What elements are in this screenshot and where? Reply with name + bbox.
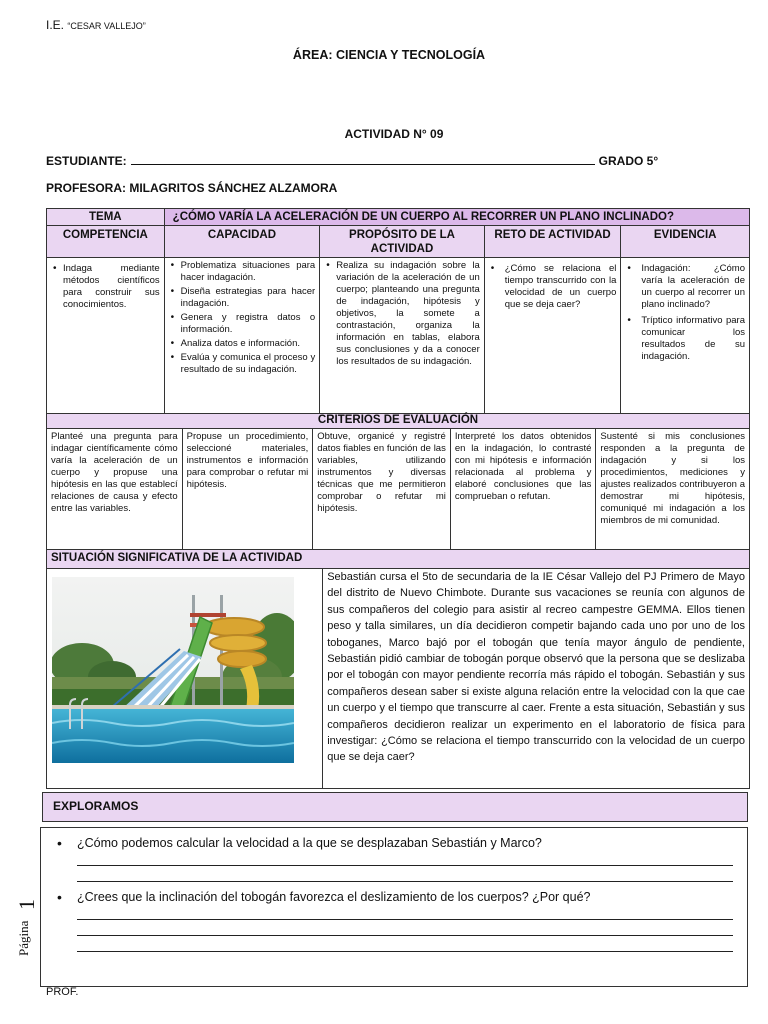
criterio-cell: Planteé una pregunta para indagar científicamente cómo varía la aceleración de un cuerpo y propuse una hipótesis en las que establecí relaciones de causa y efecto entre las variables. [47,429,183,549]
page-number: 1 [14,899,39,910]
capacidad-item: • Analiza datos e información. [169,338,316,350]
columns-header-row [47,226,749,258]
tema-label: TEMA [47,209,165,225]
tema-row [47,209,749,226]
answer-line[interactable] [77,866,733,882]
answer-line[interactable] [77,920,733,936]
criterio-cell: Obtuve, organicé y registré datos fiables en función de las variables, utilizando instrumentos y diversas técnicas que me permitieron comprobar o refutar mi hipótesis. [313,429,451,549]
answer-line[interactable] [77,936,733,952]
answer-line[interactable] [77,904,733,920]
area-title: ÁREA: CIENCIA Y TECNOLOGÍA [292,48,486,62]
activity-title: ACTIVIDAD N° 09 [344,127,444,141]
capacidad-item: • Problematiza situaciones para hacer indagación. [169,260,316,284]
col-evidencia: EVIDENCIA [653,229,717,241]
col-reto: RETO DE ACTIVIDAD [485,226,622,257]
page-number-label [6,900,46,960]
grade-label: GRADO 5° [598,154,659,168]
situacion-text: Sebastián cursa el 5to de secundaria de la IE César Vallejo del PJ Primero de Mayo del distrito de Nuevo Chimbote. Durante sus vacaciones se reunía con algunos de sus compañeros del colegio para asistir al recreo campestre GEMMA. Ellos tienen peso y talla similares, un día decidieron competir bajando cada uno por uno de los toboganes, Marco bajó por el tobogán que tenía mayor ángulo de pendiente, Sebastián pidió cambiar de tobogán porque observó que la persona que se deslizaba por el tobogán con mayor pendiente recorría más rápido el tobogán. Sebastián y sus compañeros desean saber si existe alguna relación entre la velocidad con la que cae un cuerpo y el tiempo que transcurre al caer. Frente a esta situación, Sebastián y sus compañeros decidieron realizar un experimento en el laboratorio de física para investigar: ¿Cómo se relaciona el tiempo transcurrido con la velocidad de un cuerpo que se deja caer? [327,571,745,764]
questions-box [40,827,748,987]
question-item: • ¿Cómo podemos calcular la velocidad a la que se desplazaban Sebastián y Marco? [55,836,733,850]
capacidad-item: • Genera y registra datos o información. [169,312,316,336]
proposito-cell [320,258,485,413]
teacher-name: PROFESORA: MILAGRITOS SÁNCHEZ ALZAMORA [46,181,338,195]
situacion-title: SITUACIÓN SIGNIFICATIVA DE LA ACTIVIDAD [51,552,303,564]
criterio-cell: Propuse un procedimiento, seleccioné materiales, instrumentos e información para comprobar o refutar mi hipótesis. [183,429,314,549]
answer-line[interactable] [77,850,733,866]
tema-value: ¿CÓMO VARÍA LA ACELERACIÓN DE UN CUERPO AL RECORRER UN PLANO INCLINADO? [165,209,749,225]
situacion-title-row [47,550,749,569]
capacidad-cell [165,258,321,413]
situacion-row [47,569,749,788]
school-name: I.E. “CESAR VALLEJO” [46,18,146,32]
content-row [47,258,749,414]
col-capacidad: CAPACIDAD [165,226,321,257]
col-proposito: PROPÓSITO DE LA ACTIVIDAD [320,226,485,257]
evidencia-item: • Tríptico informativo para comunicar los resultados de su indagación. [625,315,745,363]
capacidad-item: • Evalúa y comunica el proceso y resultado de su indagación. [169,352,316,376]
criterios-title-row [47,414,749,429]
criterios-row [47,429,749,550]
waterslide-photo [52,577,294,763]
evidencia-cell [621,258,749,413]
competencia-item: • Indaga mediante métodos científicos para construir sus conocimientos. [51,263,160,311]
reto-cell [485,258,622,413]
activity-table [46,208,750,789]
criterio-cell: Sustenté si mis conclusiones responden a la pregunta de indagación y si los procedimientos, mediciones y ajustes realizados contribuyeron a demostrar mi hipótesis, comuniqué mi indagación a los miembros de mi comunidad. [600,431,745,526]
criterio-cell: Interpreté los datos obtenidos en la indagación, lo contrasté con mi hipótesis e información relacionada al problema y elaboré conclusiones que las comprueban o refutan. [451,429,597,549]
student-line [46,154,658,168]
explore-header: EXPLORAMOS [42,792,748,822]
competencia-cell [47,258,165,413]
evidencia-item: • Indagación: ¿Cómo varía la aceleración de un cuerpo al recorrer un plano inclinado? [625,263,745,311]
page-word: Página [16,920,31,956]
student-label: ESTUDIANTE: [46,154,127,168]
student-blank [131,155,595,165]
waterslide-photo-cell [47,569,323,788]
col-competencia: COMPETENCIA [47,226,165,257]
criterios-title: CRITERIOS DE EVALUACIÓN [317,414,479,426]
school-quoted-name: “CESAR VALLEJO” [67,21,146,31]
proposito-item: • Realiza su indagación sobre la variación de la aceleración de un cuerpo; planteando una pregunta de indagación, hipótesis y objetivos, la somete a contrastación, organiza la información en tablas, elabora sus conclusiones y da a conocer los resultados de su indagación. [324,260,480,368]
question-item: • ¿Crees que la inclinación del tobogán favorezca el deslizamiento de los cuerpos? ¿Por qué? [55,890,733,904]
reto-item: • ¿Cómo se relaciona el tiempo transcurrido con la velocidad de un cuerpo que se deja caer? [489,263,617,311]
prof-label: PROF. [46,986,79,998]
capacidad-item: • Diseña estrategias para hacer indagación. [169,286,316,310]
